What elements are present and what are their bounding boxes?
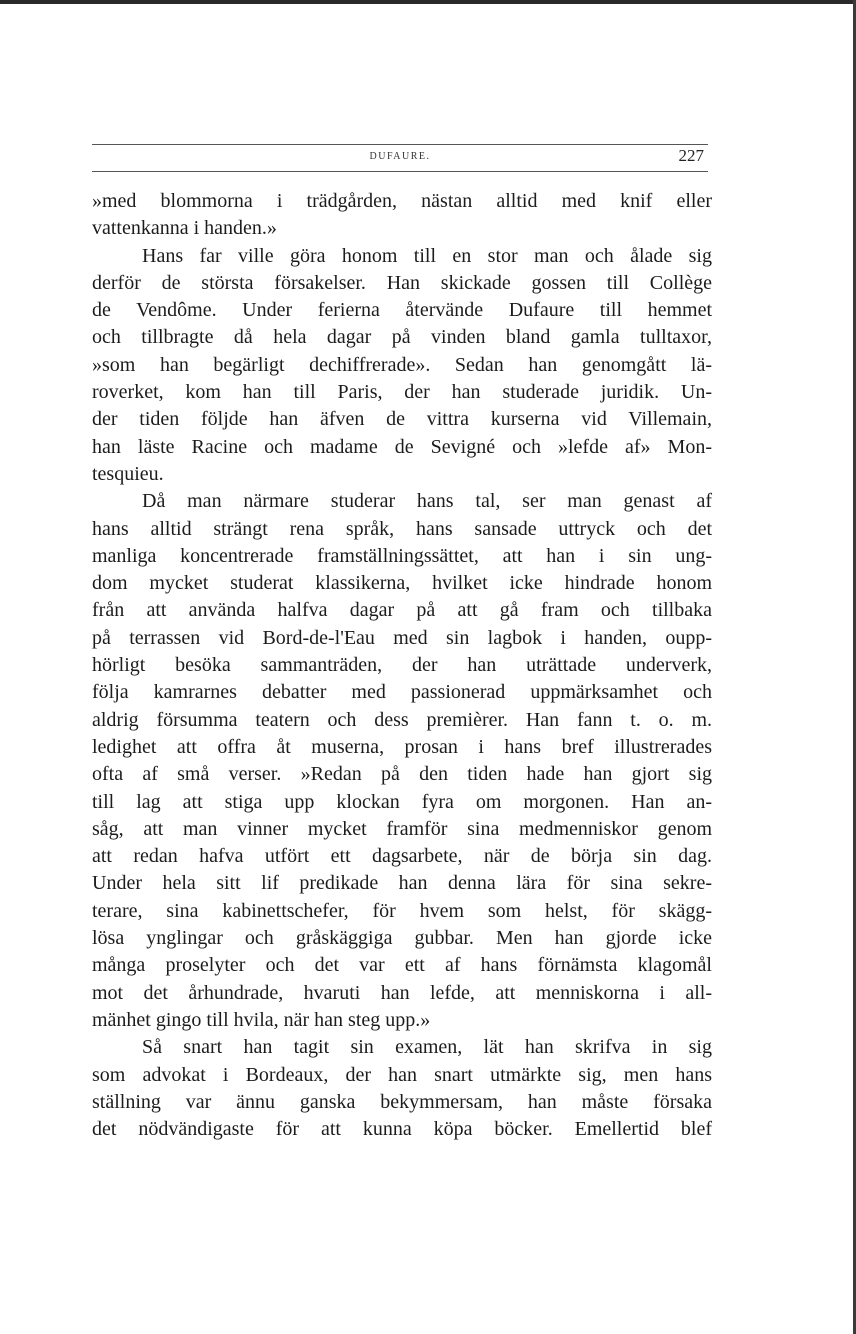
text-line: och tillbragte då hela dagar på vinden bland gamla tulltaxor,	[92, 326, 712, 349]
text-line: »som han begärligt dechiffrerade». Sedan han genomgått lä-	[92, 353, 712, 376]
text-line: de Vendôme. Under ferierna återvände Dufaure till hemmet	[92, 299, 712, 322]
scan-edge-top	[0, 0, 856, 4]
page-header	[92, 140, 708, 176]
text-line: vattenkanna i handen.»	[92, 217, 277, 240]
header-rule-bottom	[92, 171, 708, 172]
header-rule-top	[92, 144, 708, 145]
text-line: hörligt besöka sammanträden, der han uträttade underverk,	[92, 654, 712, 677]
text-line: Så snart han tagit sin examen, lät han skrifva in sig	[142, 1036, 712, 1059]
text-line: ledighet att offra åt muserna, prosan i hans bref illustrerades	[92, 735, 712, 758]
text-line: terare, sina kabinettschefer, för hvem som helst, för skägg-	[92, 899, 712, 922]
text-line: mänhet gingo till hvila, när han steg upp.»	[92, 1008, 431, 1031]
text-line: Då man närmare studerar hans tal, ser man genast af	[142, 490, 712, 513]
text-line: derför de största försakelser. Han skickade gossen till Collège	[92, 271, 712, 294]
text-line: från att använda halfva dagar på att gå fram och tillbaka	[92, 599, 712, 622]
text-line: till lag att stiga upp klockan fyra om morgonen. Han an-	[92, 790, 712, 813]
text-line: på terrassen vid Bord-de-l'Eau med sin lagbok i handen, oupp-	[92, 626, 712, 649]
body-text	[92, 188, 712, 1143]
running-head: DUFAURE.	[369, 151, 431, 162]
text-line: tesquieu.	[92, 462, 164, 485]
text-line: der tiden följde han äfven de vittra kurserna vid Villemain,	[92, 408, 712, 431]
text-line: Hans far ville göra honom till en stor man och ålade sig	[142, 244, 712, 267]
text-line: Under hela sitt lif predikade han denna lära för sina sekre-	[92, 872, 712, 895]
text-line: manliga koncentrerade framställningssättet, att han i sin ung-	[92, 544, 712, 567]
text-line: aldrig försumma teatern och dess premièrer. Han fann t. o. m.	[92, 708, 712, 731]
text-line: många proselyter och det var ett af hans förnämsta klagomål	[92, 954, 712, 977]
text-line: som advokat i Bordeaux, der han snart utmärkte sig, men hans	[92, 1063, 712, 1086]
text-line: såg, att man vinner mycket framför sina medmenniskor genom	[92, 817, 712, 840]
page-number: 227	[678, 146, 704, 165]
text-line: roverket, kom han till Paris, der han studerade juridik. Un-	[92, 381, 712, 404]
text-line: mot det århundrade, hvaruti han lefde, att menniskorna i all-	[92, 981, 712, 1004]
text-line: dom mycket studerat klassikerna, hvilket icke hindrade honom	[92, 572, 712, 595]
text-line: följa kamrarnes debatter med passionerad uppmärksamhet och	[92, 681, 712, 704]
text-line: det nödvändigaste för att kunna köpa böcker. Emellertid blef	[92, 1118, 712, 1141]
text-line: han läste Racine och madame de Sevigné och »lefde af» Mon-	[92, 435, 712, 458]
text-line: »med blommorna i trädgården, nästan alltid med knif eller	[92, 190, 712, 212]
text-line: hans alltid strängt rena språk, hans sansade uttryck och det	[92, 517, 712, 540]
text-line: lösa ynglingar och gråskäggiga gubbar. Men han gjorde icke	[92, 927, 712, 950]
text-line: att redan hafva utfört ett dagsarbete, när de börja sin dag.	[92, 845, 712, 868]
text-line: ställning var ännu ganska bekymmersam, han måste försaka	[92, 1090, 712, 1113]
text-line: ofta af små verser. »Redan på den tiden hade han gjort sig	[92, 763, 712, 786]
